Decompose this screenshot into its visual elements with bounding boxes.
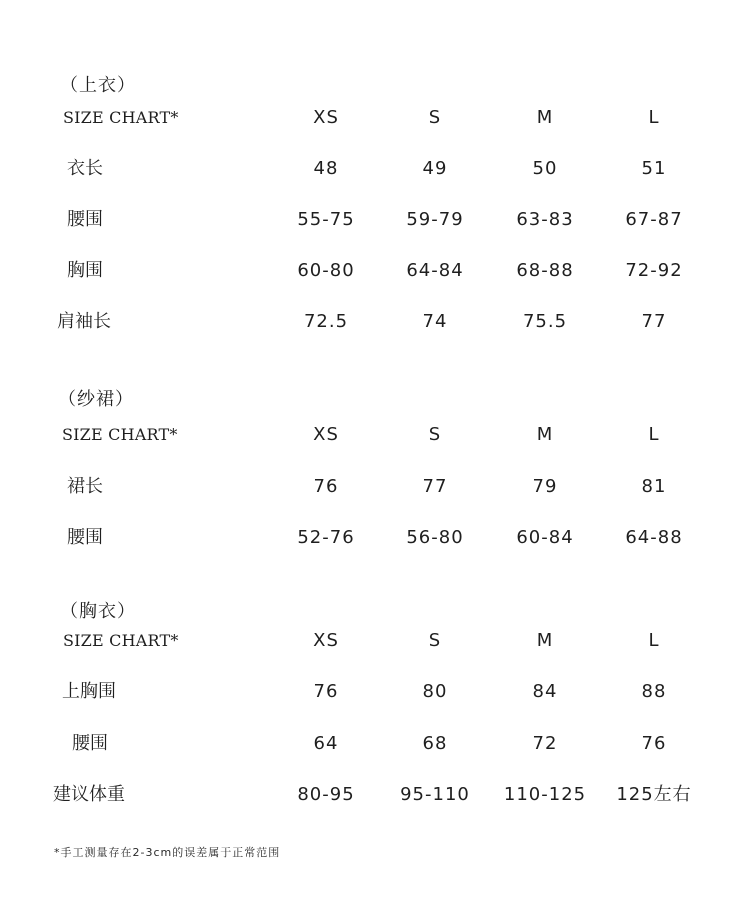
table-cell: 76: [313, 681, 339, 702]
table-header-row: [0, 626, 750, 656]
size-header: S: [428, 107, 442, 128]
size-header: S: [428, 630, 442, 651]
size-chart-label: SIZE CHART*: [63, 631, 179, 650]
table-cell: 76: [641, 733, 667, 754]
table-row: [0, 523, 750, 553]
table-cell: 64-84: [406, 260, 464, 281]
size-header: M: [536, 424, 554, 445]
table-row: [0, 780, 750, 810]
table-cell: 64-88: [625, 527, 683, 548]
table-row: [0, 205, 750, 235]
table-cell: 80: [422, 681, 448, 702]
size-header: L: [648, 630, 660, 651]
table-cell: 88: [641, 681, 667, 702]
table-cell: 60-80: [297, 260, 355, 281]
row-label: 胸围: [67, 260, 103, 281]
section-title: （上衣）: [60, 75, 136, 96]
size-chart-label: SIZE CHART*: [62, 425, 178, 444]
size-header: XS: [313, 107, 339, 128]
table-row: [0, 472, 750, 502]
table-row: [0, 256, 750, 286]
table-cell: 48: [313, 158, 339, 179]
table-cell: 125左右: [616, 784, 692, 805]
size-header: XS: [313, 630, 339, 651]
table-cell: 84: [532, 681, 558, 702]
row-label: 腰围: [67, 209, 103, 230]
table-cell: 80-95: [297, 784, 355, 805]
footnote: *手工测量存在2-3cm的误差属于正常范围: [54, 846, 281, 859]
table-cell: 64: [313, 733, 339, 754]
size-header: M: [536, 107, 554, 128]
table-cell: 77: [422, 476, 448, 497]
table-cell: 56-80: [406, 527, 464, 548]
table-cell: 67-87: [625, 209, 683, 230]
size-header: XS: [313, 424, 339, 445]
table-cell: 81: [641, 476, 667, 497]
table-cell: 72: [532, 733, 558, 754]
table-cell: 51: [641, 158, 667, 179]
table-cell: 59-79: [406, 209, 464, 230]
table-cell: 49: [422, 158, 448, 179]
size-header: S: [428, 424, 442, 445]
table-cell: 76: [313, 476, 339, 497]
table-row: [0, 154, 750, 184]
row-label: 裙长: [67, 476, 103, 497]
row-label: 建议体重: [53, 784, 125, 805]
table-row: [0, 677, 750, 707]
table-cell: 95-110: [400, 784, 470, 805]
size-header: L: [648, 424, 660, 445]
table-cell: 52-76: [297, 527, 355, 548]
table-cell: 110-125: [503, 784, 587, 805]
table-cell: 72-92: [625, 260, 683, 281]
size-header: M: [536, 630, 554, 651]
row-label: 肩袖长: [57, 311, 111, 332]
table-row: [0, 307, 750, 337]
table-header-row: [0, 420, 750, 450]
table-header-row: [0, 103, 750, 133]
size-header: L: [648, 107, 660, 128]
table-cell: 63-83: [516, 209, 574, 230]
table-cell: 79: [532, 476, 558, 497]
row-label: 腰围: [72, 733, 108, 754]
table-row: [0, 729, 750, 759]
table-cell: 50: [532, 158, 558, 179]
section-title: （胸衣）: [60, 601, 136, 622]
table-cell: 77: [641, 311, 667, 332]
size-chart-label: SIZE CHART*: [63, 108, 179, 127]
table-cell: 60-84: [516, 527, 574, 548]
row-label: 腰围: [67, 527, 103, 548]
table-cell: 68: [422, 733, 448, 754]
table-cell: 55-75: [297, 209, 355, 230]
table-cell: 74: [422, 311, 448, 332]
row-label: 上胸围: [62, 681, 116, 702]
table-cell: 68-88: [516, 260, 574, 281]
table-cell: 72.5: [303, 311, 349, 332]
row-label: 衣长: [67, 158, 103, 179]
section-title: （纱裙）: [58, 389, 134, 410]
table-cell: 75.5: [522, 311, 568, 332]
